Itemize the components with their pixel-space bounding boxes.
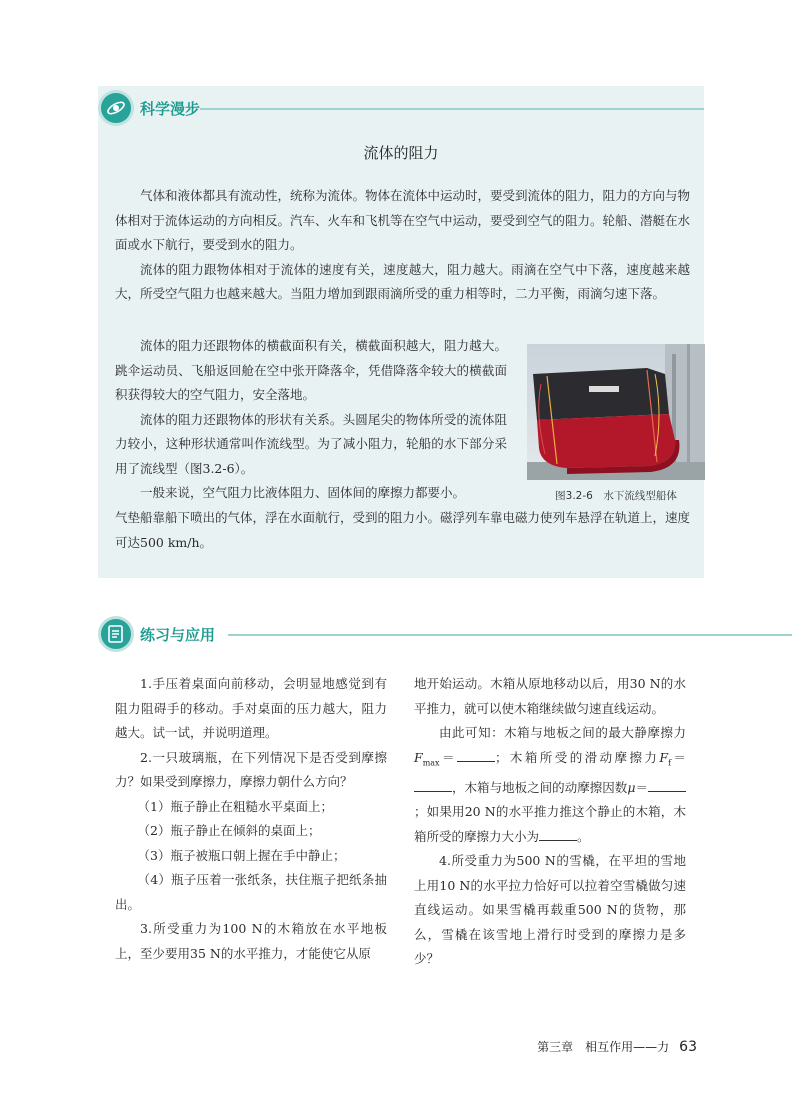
question-2-item-1: （1）瓶子静止在粗糙水平桌面上； — [137, 798, 333, 814]
science-text-tail — [115, 506, 690, 555]
science-heading-rule — [200, 108, 704, 110]
question-2: 2.一只玻璃瓶，在下列情况下是否受到摩擦力？如果受到摩擦力，摩擦力朝什么方向？ — [115, 749, 387, 789]
exercise-logo-icon — [98, 616, 134, 652]
page-number: 63 — [679, 1039, 697, 1055]
science-paragraph-4: 流体的阻力还跟物体的形状有关系。头圆尾尖的物体所受的流体阻力较小，这种形状通常叫作流线型。为了减小阻力，轮船的水下部分采用了流线型（图3.2-6）。 — [115, 411, 507, 476]
figure-caption: 图3.2-6 水下流线型船体 — [555, 490, 677, 502]
science-title: 流体的阻力 — [363, 144, 439, 162]
exercise-column-right — [414, 672, 686, 972]
exercise-heading — [98, 614, 215, 654]
question-3-cont: 地开始运动。木箱从原地移动以后，用30 N的水平推力，就可以使木箱继续做匀速直线运动。 — [414, 676, 686, 716]
exercise-column-left — [115, 672, 387, 966]
question-4: 4.所受重力为500 N的雪橇，在平坦的雪地上用10 N的水平拉力恰好可以拉着空雪橇做匀速直线运动。如果雪橇再载重500 N的货物，那么，雪橇在该雪地上滑行时受到的摩擦力是多少？ — [414, 853, 686, 966]
science-paragraph-2: 流体的阻力跟物体相对于流体的速度有关，速度越大，阻力越大。雨滴在空气中下落，速度越来越大，所受空气阻力也越来越大。当阻力增加到跟雨滴所受的重力相等时，二力平衡，雨滴匀速下落。 — [115, 261, 690, 301]
science-paragraph-5: 一般来说，空气阻力比液体阻力、固体间的摩擦力都要小。 — [140, 485, 466, 500]
science-paragraph-1: 气体和液体都具有流动性，统称为流体。物体在流体中运动时，要受到流体的阻力，阻力的方向与物体相对于流体运动的方向相反。汽车、火车和飞机等在空气中运动，要受到空气的阻力。轮船、潜艇在水面或水下航行，要受到水的阻力。 — [115, 188, 691, 252]
science-paragraph-5-cont: 气垫船靠船下喷出的气体，浮在水面航行，受到的阻力小。磁浮列车靠电磁力使列车悬浮在轨道上，速度可达500 km/h。 — [115, 510, 691, 550]
question-3-blanks: 由此可知：木箱与地板之间的最大静摩擦力$F_{max}=$ ；木箱所受的滑动摩擦力$F_f=$，木箱与地板之间的动摩擦因数μ＝；如果用20 N的水平推力推这个静止的木箱，木箱所受的摩擦力大小为 。 — [414, 725, 686, 844]
science-heading — [98, 88, 200, 128]
question-3-start: 3.所受重力为100 N的木箱放在水平地板上，至少要用35 N的水平推力，才能使它从原 — [115, 921, 387, 961]
page-footer — [537, 1038, 697, 1055]
exercise-heading-rule — [228, 634, 792, 636]
question-2-item-4: （4）瓶子压着一张纸条，扶住瓶子把纸条抽出。 — [115, 872, 387, 912]
answer-blank-mu[interactable] — [648, 777, 686, 792]
ship-photo — [527, 344, 705, 480]
science-text-wrap — [115, 334, 507, 506]
question-2-item-2: （2）瓶子静止在倾斜的桌面上； — [137, 823, 321, 838]
science-logo-icon — [98, 90, 134, 126]
answer-blank-ff[interactable] — [414, 777, 452, 792]
answer-blank-friction[interactable] — [539, 826, 577, 841]
science-heading-text: 科学漫步 — [140, 99, 201, 118]
chapter-title: 第三章 相互作用——力 — [537, 1040, 670, 1054]
answer-blank-fmax[interactable] — [457, 747, 495, 762]
question-2-item-3: （3）瓶子被瓶口朝上握在手中静止； — [137, 847, 346, 863]
science-text-full — [115, 184, 690, 307]
exercise-heading-text: 练习与应用 — [140, 625, 216, 644]
science-paragraph-3: 流体的阻力还跟物体的横截面积有关，横截面积越大，阻力越大。跳伞运动员、飞船返回舱在空中张开降落伞，凭借降落伞较大的横截面积获得较大的空气阻力，安全落地。 — [115, 338, 507, 402]
question-1: 1.手压着桌面向前移动，会明显地感觉到有阻力阻碍手的移动。手对桌面的压力越大，阻力越大。试一试，并说明道理。 — [115, 676, 387, 740]
